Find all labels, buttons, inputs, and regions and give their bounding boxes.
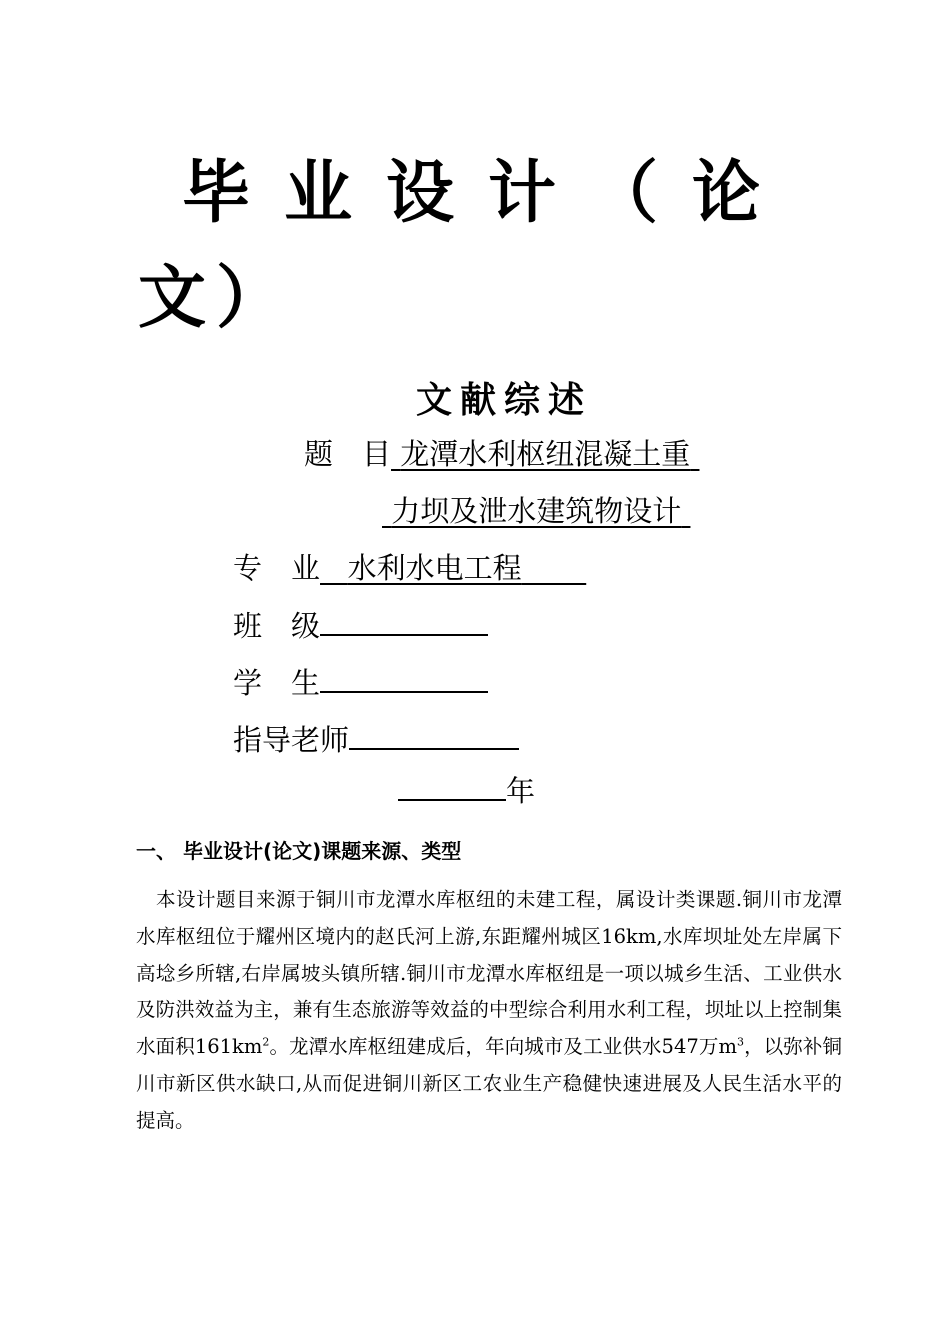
topic-value-line-1: 龙潭水利枢纽混凝土重 (400, 437, 691, 471)
year-blank (398, 773, 506, 801)
subtitle: 文献综述 (416, 380, 593, 421)
student-field (233, 665, 488, 701)
topic-value-line-2: 力坝及泄水建筑物设计 (391, 494, 682, 528)
advisor-blank (349, 722, 519, 750)
topic-label: 题 目 (304, 437, 392, 471)
section-heading: 一、 毕业设计(论文)课题来源、类型 (136, 839, 462, 863)
major-label: 专 业 (233, 551, 321, 585)
class-label: 班 级 (233, 609, 321, 643)
year-label: 年 (506, 774, 536, 808)
student-label: 学 生 (233, 666, 321, 700)
main-title-line-2: 文） (138, 259, 295, 338)
advisor-field (233, 722, 519, 758)
student-blank (320, 665, 488, 693)
advisor-label: 指导老师 (233, 723, 350, 757)
topic-field (304, 437, 699, 472)
major-field (233, 551, 586, 586)
class-field (233, 608, 488, 644)
section-body: 本设计题目来源于铜川市龙潭水库枢纽的未建工程，属设计类课题.铜川市龙潭水库枢纽位于耀州区境内的赵氏河上游,东距耀州城区16km,水库坝址处左岸属下高埝乡所辖,右岸属坡头镇所辖.铜川市龙潭水库枢纽是一项以城乡生活、工业供水及防洪效益为主，兼有生态旅游等效益的中型综合利用水利工程，坝址以上控制集水面积$161km^2$。龙潭水库枢纽建成后，年向城市及工业供水547万$m^3$，以弥补铜川市新区供水缺口,从而促进铜川新区工农业生产稳健快速进展及人民生活水平的提高。 (136, 888, 842, 1132)
major-value: 水利水电工程 (347, 551, 522, 585)
class-blank (320, 608, 488, 636)
year-field (398, 773, 535, 809)
topic-field-line-2 (382, 494, 690, 529)
main-title-line-1: 毕业设计（论 (182, 154, 795, 233)
